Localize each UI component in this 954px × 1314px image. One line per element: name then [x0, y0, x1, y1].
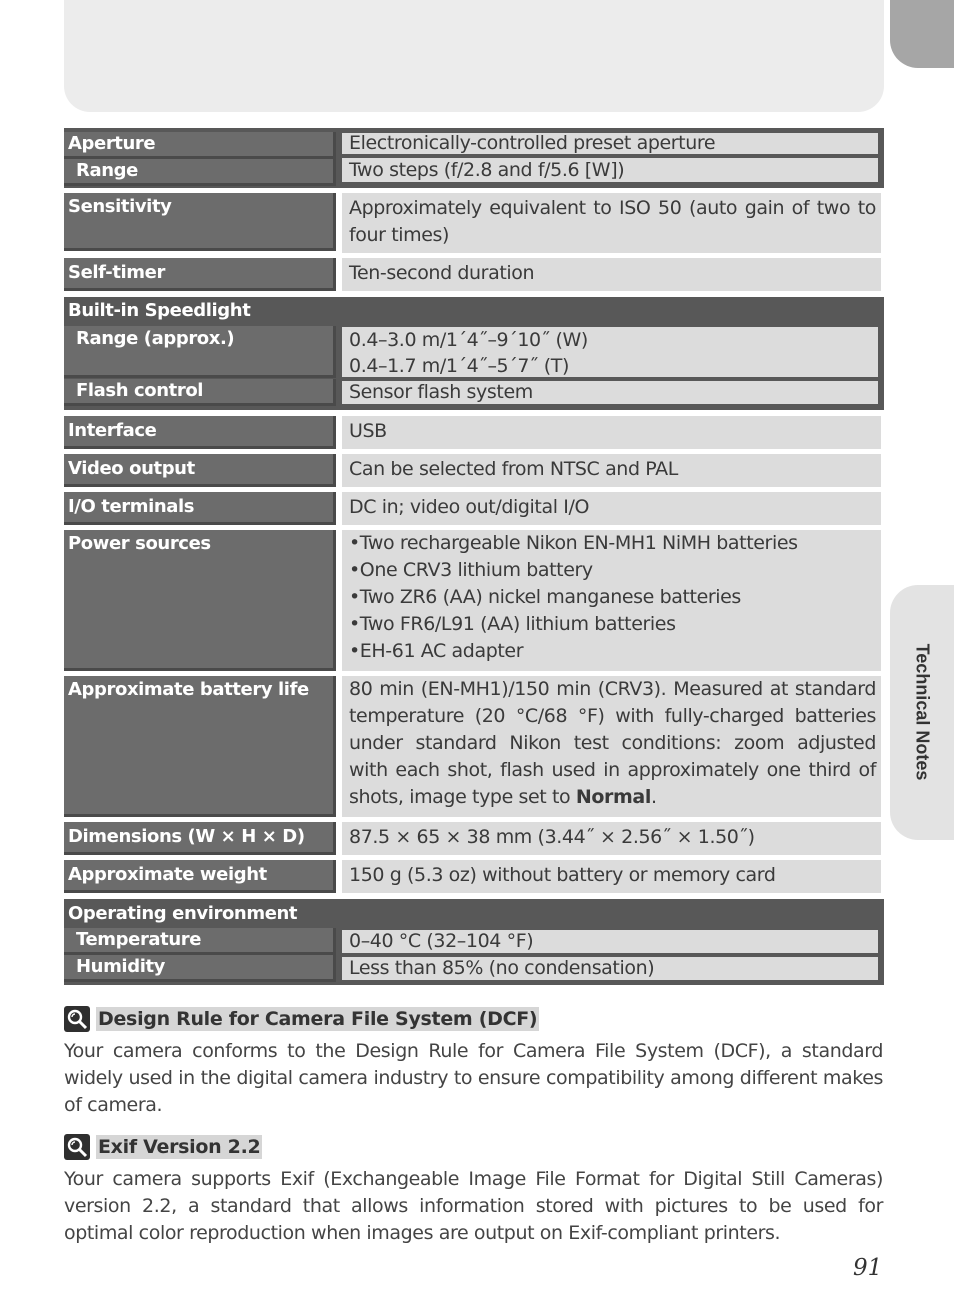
- list-item: •Two FR6/L91 (AA) lithium batteries: [349, 613, 676, 635]
- spec-value: Two steps (f/2.8 and f/5.6 [W]): [342, 158, 878, 182]
- note-body: Your camera supports Exif (Exchangeable Image File Format for Digital Still Cameras) version 2.2, a standard that allows information stored with pictures to be used for optimal color reproduction when images are output on Exif-compliant printers.: [64, 1168, 883, 1244]
- note-magnifier-icon: [64, 1006, 90, 1032]
- flash-range-tele: 0.4–1.7 m/1´4˝–5´7˝ (T): [349, 355, 570, 377]
- spec-dimensions: [64, 822, 884, 855]
- spec-value: 87.5 × 65 × 38 mm (3.44˝ × 2.56˝ × 1.50˝): [342, 822, 881, 855]
- spec-label: Range (approx.): [64, 326, 336, 378]
- flash-range-wide: 0.4–3.0 m/1´4˝–9´10˝ (W): [349, 329, 588, 351]
- spec-label: Temperature: [64, 928, 336, 955]
- spec-environment: [64, 899, 884, 985]
- spec-label: Power sources: [64, 530, 336, 671]
- spec-value: Less than 85% (no condensation): [342, 957, 878, 980]
- battery-life-end: .: [650, 786, 657, 808]
- spec-label: Built-in Speedlight: [68, 300, 251, 321]
- spec-value: Electronically-controlled preset aperture: [342, 133, 878, 154]
- list-item: •One CRV3 lithium battery: [349, 559, 593, 581]
- spec-battery-life: [64, 676, 884, 817]
- spec-video-output: [64, 454, 884, 487]
- spec-io-terminals: [64, 492, 884, 525]
- list-item: •Two rechargeable Nikon EN-MH1 NiMH batteries: [349, 532, 798, 554]
- spec-value: 150 g (5.3 oz) without battery or memory card: [342, 860, 881, 893]
- spec-self-timer: [64, 258, 884, 291]
- spec-value: [342, 530, 881, 671]
- note-heading: [64, 1005, 539, 1033]
- chapter-tab-label: Technical Notes: [912, 643, 933, 781]
- spec-interface: [64, 416, 884, 449]
- spec-value: Can be selected from NTSC and PAL: [342, 454, 881, 487]
- spec-aperture: [64, 128, 884, 188]
- spec-label: Interface: [64, 416, 336, 449]
- spec-label: Humidity: [64, 955, 336, 982]
- battery-life-bold: Normal: [575, 786, 651, 808]
- spec-label: Range: [64, 159, 336, 186]
- list-item: •Two ZR6 (AA) nickel manganese batteries: [349, 586, 741, 608]
- chapter-tab-top: [890, 0, 954, 68]
- note-title: Exif Version 2.2: [98, 1136, 261, 1158]
- spec-value: USB: [342, 416, 881, 449]
- note-magnifier-icon: [64, 1134, 90, 1160]
- spec-value: DC in; video out/digital I/O: [342, 492, 881, 525]
- spec-value: [342, 676, 881, 817]
- spec-value: Approximately equivalent to ISO 50 (auto gain of two to four times): [342, 193, 881, 253]
- spec-label: Approximate weight: [64, 860, 336, 893]
- spec-label: Self-timer: [64, 258, 336, 291]
- note-body: Your camera conforms to the Design Rule for Camera File System (DCF), a standard widely used in the digital camera industry to ensure compatibility among different makes of camera.: [64, 1040, 883, 1116]
- battery-life-text: 80 min (EN-MH1)/150 min (CRV3). Measured at standard temperature (20 °C/68 °F) with fully-charged batteries under standard Nikon test conditions: zoom adjusted with each shot, flash used in approximately one third of shots, image type set to: [349, 678, 876, 808]
- spec-label: Approximate battery life: [64, 676, 336, 817]
- spec-label: I/O terminals: [64, 492, 336, 525]
- spec-value: [342, 327, 878, 377]
- spec-label: Video output: [64, 454, 336, 487]
- note-title: Design Rule for Camera File System (DCF): [98, 1008, 538, 1030]
- spec-value: 0–40 °C (32–104 °F): [342, 930, 878, 953]
- spec-label: Operating environment: [68, 903, 298, 924]
- list-item: •EH-61 AC adapter: [349, 640, 524, 662]
- page-number: 91: [853, 1255, 883, 1281]
- note-heading: [64, 1133, 262, 1161]
- spec-label: Sensitivity: [64, 193, 336, 251]
- header-panel: [64, 0, 884, 112]
- spec-sensitivity: [64, 193, 884, 253]
- spec-label: Dimensions (W × H × D): [64, 822, 336, 855]
- spec-value: Ten-second duration: [342, 258, 881, 291]
- spec-power-sources: [64, 530, 884, 671]
- spec-weight: [64, 860, 884, 893]
- spec-label: Flash control: [64, 379, 336, 406]
- spec-value: Sensor flash system: [342, 381, 878, 404]
- spec-label: Aperture: [64, 132, 336, 159]
- spec-speedlight: [64, 297, 884, 410]
